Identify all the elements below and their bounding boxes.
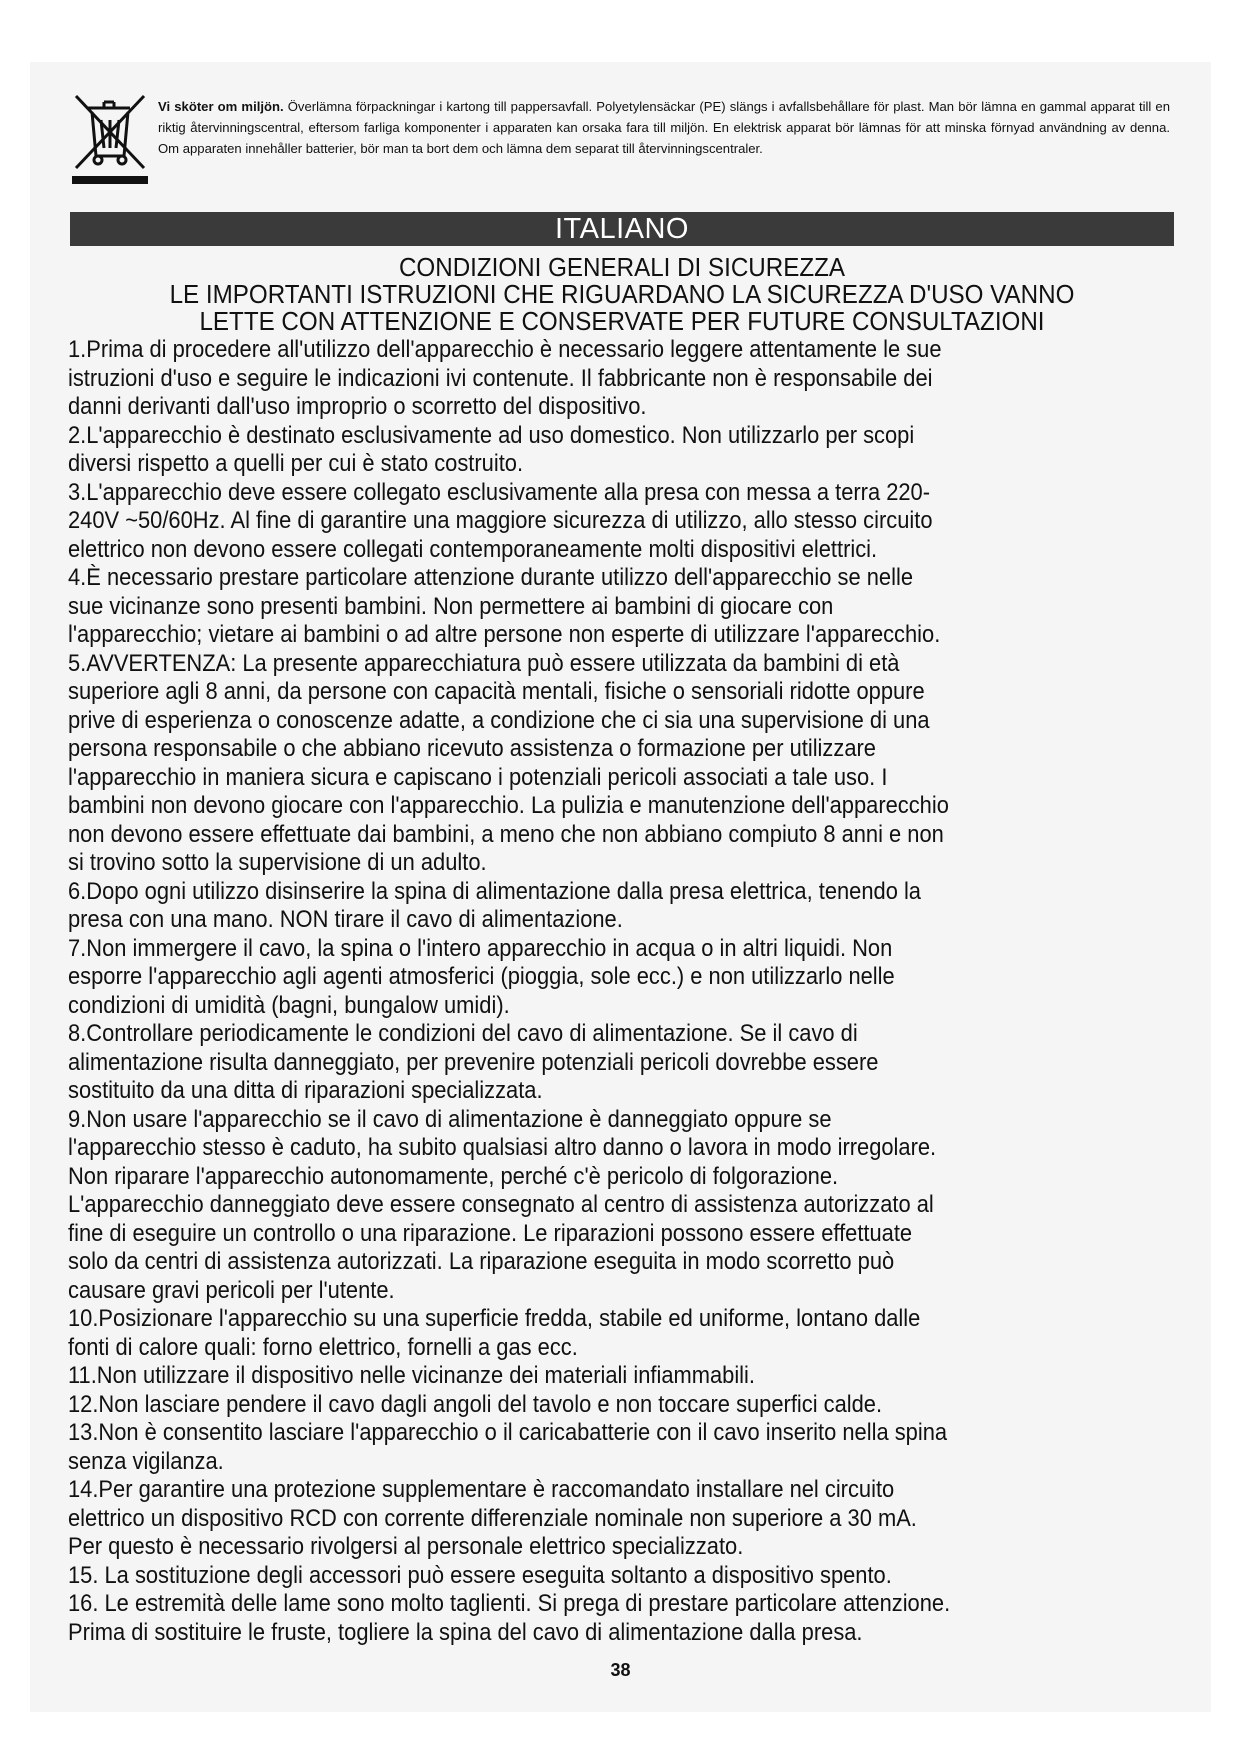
instruction-item: 9.Non usare l'apparecchio se il cavo di alimentazione è danneggiato oppure se l'apparecchio stesso è caduto, ha subito qualsiasi altro danno o lavora in modo irregolare. Non riparare l'apparecchio autonomamente, perché c'è pericolo di folgorazione. L'apparecchio danneggiato deve essere consegnato al centro di assistenza autorizzato al fine di eseguire un controllo o una riparazione. Le riparazioni possono essere effettuate solo da centri di assistenza autorizzati. La riparazione eseguita in modo scorretto può causare gravi pericoli per l'utente.: [68, 1105, 937, 1304]
instruction-item: 11.Non utilizzare il dispositivo nelle vicinanze dei materiali infiammabili.: [68, 1362, 755, 1389]
crossed-out-wheelie-bin-icon: [70, 88, 150, 188]
title-line: LETTE CON ATTENZIONE E CONSERVATE PER FUTURE CONSULTAZIONI: [199, 306, 1045, 336]
instruction-item: 6.Dopo ogni utilizzo disinserire la spina di alimentazione dalla presa elettrica, tenendo la presa con una mano. NON tirare il cavo di alimentazione.: [68, 877, 921, 933]
environment-body: Överlämna förpackningar i kartong till pappersavfall. Polyetylensäckar (PE) slängs i avfallsbehållare för plast. Man bör lämna en gammal apparat till en riktig återvinningscentral, eftersom farliga komponenter i apparaten kan orsaka fara till miljön. En elektrisk apparat bör lämnas för att minska förnyad användning av denna. Om apparaten innehåller batterier, bör man ta bort dem och lämna dem separat till återvinningscentraler.: [158, 99, 1170, 156]
instruction-item: 5.AVVERTENZA: La presente apparecchiatura può essere utilizzata da bambini di età superiore agli 8 anni, da persone con capacità mentali, fisiche o sensoriali ridotte oppure prive di esperienza o conoscenze adatte, a condizione che ci sia una supervisione di una persona responsabile o che abbiano ricevuto assistenza o formazione per utilizzare l'apparecchio in maniera sicura e capiscano i potenziali pericoli associati a tale uso. I bambini non devono giocare con l'apparecchio. La pulizia e manutenzione dell'apparecchio non devono essere effettuate dai bambini, a meno che non abbiano compiuto 8 anni e non si trovino sotto la supervisione di un adulto.: [68, 649, 949, 876]
environment-heading: Vi sköter om miljön.: [158, 99, 284, 114]
title-line: LE IMPORTANTI ISTRUZIONI CHE RIGUARDANO LA SICUREZZA D'USO VANNO: [169, 279, 1075, 309]
environment-notice: [70, 88, 1180, 188]
instruction-item: 2.L'apparecchio è destinato esclusivamente ad uso domestico. Non utilizzarlo per scopi diversi rispetto a quelli per cui è stato costruito.: [68, 421, 915, 477]
instruction-item: 13.Non è consentito lasciare l'apparecchio o il caricabatterie con il cavo inserito nella spina senza vigilanza.: [68, 1419, 948, 1475]
instruction-item: 15. La sostituzione degli accessori può essere eseguita soltanto a dispositivo spento.: [68, 1561, 892, 1589]
instruction-item: 7.Non immergere il cavo, la spina o l'intero apparecchio in acqua o in altri liquidi. Non esporre l'apparecchio agli agenti atmosferici (pioggia, sole ecc.) e non utilizzarlo nelle condizioni di umidità (bagni, bungalow umidi).: [68, 934, 895, 1019]
safety-title: [66, 254, 1178, 335]
safety-instructions-list: [68, 336, 1188, 1647]
page-number: 38: [610, 1660, 631, 1680]
instruction-item: 8.Controllare periodicamente le condizioni del cavo di alimentazione. Se il cavo di alimentazione risulta danneggiato, per prevenire potenziali pericoli dovrebbe essere sostituito da una ditta di riparazioni specializzata.: [68, 1020, 879, 1104]
instruction-item: 16. Le estremità delle lame sono molto taglienti. Si prega di prestare particolare attenzione. Prima di sostituire le fruste, togliere la spina del cavo di alimentazione dalla presa.: [68, 1590, 951, 1646]
environment-text: [158, 96, 1170, 159]
instruction-item: 14.Per garantire una protezione supplementare è raccomandato installare nel circuito elettrico un dispositivo RCD con corrente differenziale nominale non superiore a 30 mA. Per questo è necessario rivolgersi al personale elettrico specializzato.: [68, 1476, 917, 1560]
instruction-item: 12.Non lasciare pendere il cavo dagli angoli del tavolo e non toccare superfici calde.: [68, 1390, 883, 1418]
instruction-item: 1.Prima di procedere all'utilizzo dell'apparecchio è necessario leggere attentamente le sue istruzioni d'uso e seguire le indicazioni ivi contenute. Il fabbricante non è responsabile dei danni derivanti dall'uso improprio o scorretto del dispositivo.: [68, 336, 942, 420]
title-line: CONDIZIONI GENERALI DI SICUREZZA: [398, 252, 846, 282]
language-section-bar: ITALIANO: [70, 212, 1174, 246]
instruction-item: 4.È necessario prestare particolare attenzione durante utilizzo dell'apparecchio se nelle sue vicinanze sono presenti bambini. Non permettere ai bambini di giocare con l'apparecchio; vietare ai bambini o ad altre persone non esperte di utilizzare l'apparecchio.: [68, 564, 941, 648]
instruction-item: 3.L'apparecchio deve essere collegato esclusivamente alla presa con messa a terra 220- 240V ~50/60Hz. Al fine di garantire una maggiore sicurezza di utilizzo, allo stesso circuito elettrico non devono essere collegati contemporaneamente molti dispositivi elettrici.: [68, 478, 933, 563]
instruction-item: 10.Posizionare l'apparecchio su una superficie fredda, stabile ed uniforme, lontano dalle fonti di calore quali: forno elettrico, fornelli a gas ecc.: [68, 1305, 921, 1361]
